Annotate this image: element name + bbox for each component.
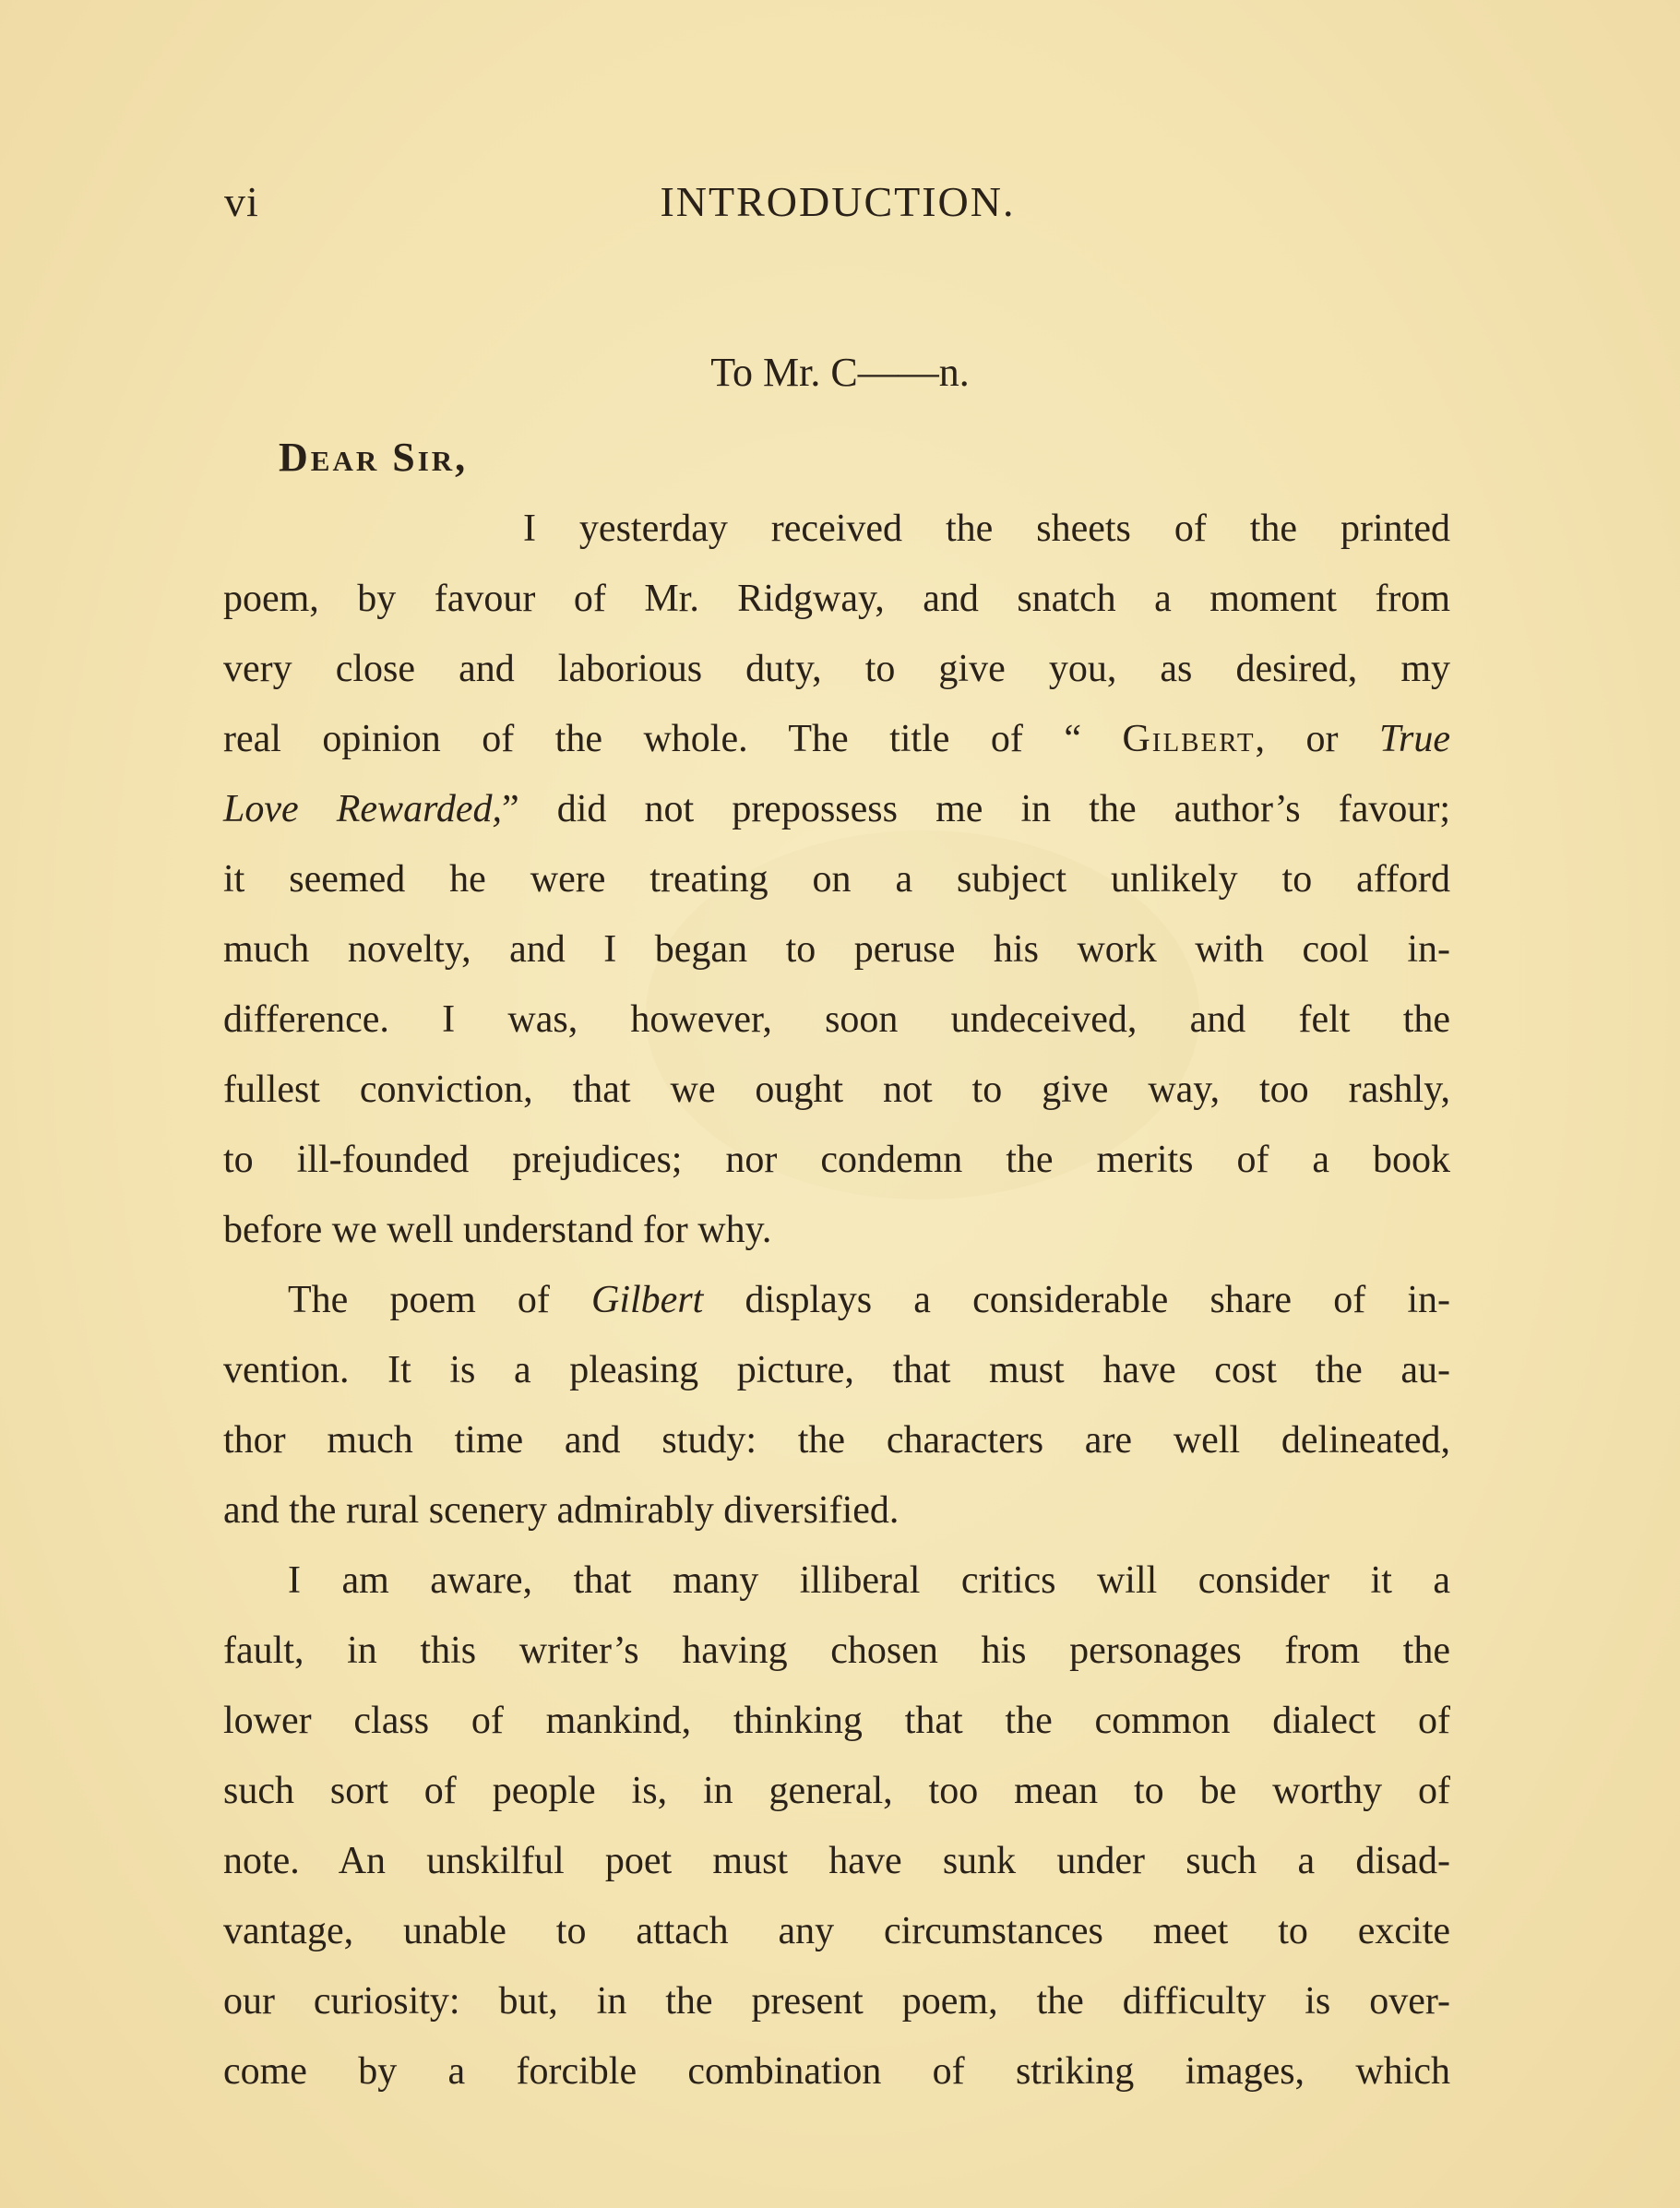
- paragraph-3: [223, 1546, 1450, 2107]
- text-line: come by a forcible combination of striking images, which: [223, 2050, 1450, 2093]
- text-line-love-rewarded: [223, 774, 1450, 844]
- running-title: INTRODUCTION.: [660, 178, 1016, 225]
- text-line: thor much time and study: the characters are well delineated,: [223, 1419, 1450, 1462]
- text-line-gilbert-italic: [223, 1265, 1450, 1335]
- text-line: very close and laborious duty, to give you, as desired, my: [223, 648, 1450, 690]
- true-italic: True: [1378, 718, 1450, 760]
- text-line: fault, in this writer’s having chosen his personages from the: [223, 1629, 1450, 1672]
- text-line: lower class of mankind, thinking that the common dialect of: [223, 1700, 1450, 1742]
- text-segment: The poem of: [288, 1279, 592, 1321]
- gilbert-small-caps: Gilbert: [1122, 718, 1256, 760]
- text-line: to ill-founded prejudices; nor condemn the merits of a book: [223, 1139, 1450, 1181]
- text-segment: ” did not prepossess me in the author’s favour;: [502, 788, 1450, 830]
- letter-salutation: Dear Sir,: [279, 435, 469, 480]
- text-line: fullest conviction, that we ought not to give way, too rashly,: [223, 1068, 1450, 1111]
- letter-addressee: [0, 349, 1680, 396]
- page-number: vi: [224, 178, 259, 225]
- gilbert-italic: Gilbert: [591, 1279, 704, 1321]
- text-line: I am aware, that many illiberal critics will consider it a: [288, 1559, 1450, 1602]
- text-line: it seemed he were treating on a subject unlikely to afford: [223, 858, 1450, 901]
- text-line: note. An unskilful poet must have sunk under such a disad-: [223, 1840, 1450, 1882]
- text-line: vantage, unable to attach any circumstances meet to excite: [223, 1910, 1450, 1952]
- text-line: vention. It is a pleasing picture, that must have cost the au-: [223, 1349, 1450, 1391]
- text-line: and the rural scenery admirably diversified.: [223, 1489, 900, 1532]
- letter-body: [223, 494, 1450, 2107]
- text-segment: displays a considerable share of in-: [703, 1279, 1450, 1321]
- text-segment: , or: [1255, 718, 1379, 760]
- text-line-gilbert: [223, 704, 1450, 774]
- text-line: poem, by favour of Mr. Ridgway, and snatch a moment from: [223, 578, 1450, 620]
- text-segment: real opinion of the whole. The title of “: [223, 718, 1123, 760]
- love-rewarded-italic: Love Rewarded,: [223, 788, 502, 830]
- text-line: such sort of people is, in general, too mean to be worthy of: [223, 1770, 1450, 1812]
- paragraph-2: [223, 1265, 1450, 1546]
- text-line: I yesterday received the sheets of the printed: [523, 507, 1450, 550]
- text-line: difference. I was, however, soon undeceived, and felt the: [223, 998, 1450, 1041]
- running-head: [224, 177, 1451, 233]
- text-line: our curiosity: but, in the present poem, the difficulty is over-: [223, 1980, 1450, 2023]
- text-line: much novelty, and I began to peruse his work with cool in-: [223, 928, 1450, 971]
- paragraph-1: [223, 494, 1450, 1265]
- addressee-text: To Mr. C——n.: [710, 350, 970, 395]
- text-line: before we well understand for why.: [223, 1209, 772, 1251]
